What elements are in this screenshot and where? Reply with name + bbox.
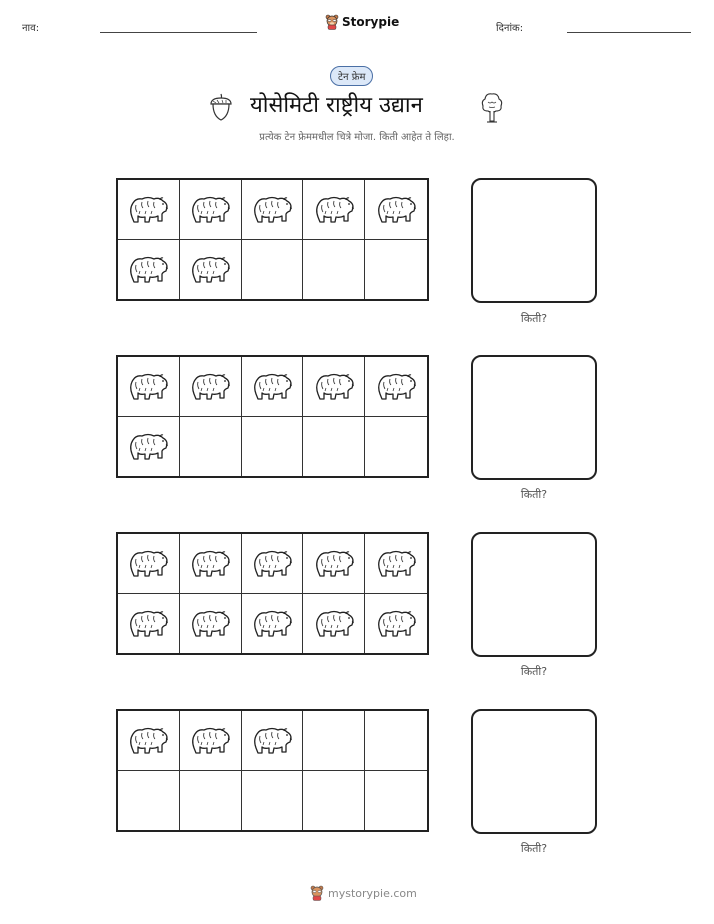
bear-icon — [126, 541, 170, 585]
frame-cell — [118, 594, 180, 654]
date-label: दिनांक: — [496, 23, 524, 34]
frame-cell — [118, 180, 180, 240]
ten-frame-1 — [116, 178, 429, 301]
frame-cell — [118, 711, 180, 771]
frame-cell — [303, 534, 365, 594]
bear-icon — [188, 601, 232, 645]
frame-cell — [118, 771, 180, 831]
bear-icon — [250, 187, 294, 231]
frame-cell — [242, 180, 304, 240]
answer-box-3[interactable] — [471, 532, 597, 657]
brand-name: Storypie — [342, 15, 400, 29]
frame-cell — [242, 534, 304, 594]
frame-cell — [303, 711, 365, 771]
frame-cell — [303, 357, 365, 417]
frame-cell — [365, 417, 427, 477]
bear-icon — [188, 541, 232, 585]
answer-box-4[interactable] — [471, 709, 597, 834]
frame-cell — [242, 711, 304, 771]
bear-icon — [126, 718, 170, 762]
bear-icon — [126, 364, 170, 408]
footer-site[interactable]: mystorypie.com — [328, 886, 417, 900]
how-many-label-4: किती? — [520, 842, 548, 855]
bear-icon — [188, 364, 232, 408]
frame-cell — [365, 771, 427, 831]
frame-cell — [303, 180, 365, 240]
bear-icon — [126, 601, 170, 645]
ten-frame-2 — [116, 355, 429, 478]
date-line[interactable] — [567, 32, 691, 33]
frame-cell — [365, 180, 427, 240]
bear-icon — [312, 187, 356, 231]
frame-cell — [180, 594, 242, 654]
frame-cell — [303, 771, 365, 831]
frame-cell — [303, 417, 365, 477]
frame-cell — [180, 240, 242, 300]
bear-icon — [250, 364, 294, 408]
frame-cell — [365, 534, 427, 594]
frame-cell — [303, 240, 365, 300]
how-many-label-2: किती? — [520, 488, 548, 501]
bear-mascot-icon — [310, 885, 324, 901]
bear-icon — [374, 187, 418, 231]
tree-icon — [480, 90, 504, 124]
frame-cell — [242, 771, 304, 831]
bear-icon — [312, 601, 356, 645]
bear-icon — [126, 187, 170, 231]
answer-box-2[interactable] — [471, 355, 597, 480]
frame-cell — [180, 771, 242, 831]
frame-cell — [118, 240, 180, 300]
acorn-icon — [208, 92, 234, 122]
name-label: नाव: — [22, 23, 40, 34]
bear-icon — [312, 541, 356, 585]
frame-cell — [118, 534, 180, 594]
bear-icon — [188, 718, 232, 762]
frame-cell — [242, 594, 304, 654]
ten-frame-4 — [116, 709, 429, 832]
page-title: योसेमिटी राष्ट्रीय उद्यान — [250, 93, 423, 118]
frame-cell — [118, 417, 180, 477]
frame-cell — [303, 594, 365, 654]
frame-cell — [365, 594, 427, 654]
instructions: प्रत्येक टेन फ्रेममधील चित्रे मोजा. किती आहेत ते लिहा. — [259, 132, 455, 143]
bear-icon — [126, 424, 170, 468]
bear-icon — [250, 718, 294, 762]
bear-icon — [312, 364, 356, 408]
frame-cell — [118, 357, 180, 417]
bear-icon — [250, 601, 294, 645]
frame-cell — [365, 240, 427, 300]
frame-cell — [180, 534, 242, 594]
frame-cell — [365, 711, 427, 771]
bear-icon — [250, 541, 294, 585]
bear-icon — [126, 247, 170, 291]
bear-icon — [188, 247, 232, 291]
answer-box-1[interactable] — [471, 178, 597, 303]
frame-cell — [242, 240, 304, 300]
bear-icon — [374, 601, 418, 645]
storypie-logo — [325, 14, 399, 30]
bear-icon — [374, 541, 418, 585]
frame-cell — [180, 180, 242, 240]
bear-icon — [374, 364, 418, 408]
bear-mascot-icon — [325, 14, 339, 30]
how-many-label-1: किती? — [520, 312, 548, 325]
frame-cell — [180, 357, 242, 417]
frame-cell — [242, 417, 304, 477]
ten-frame-3 — [116, 532, 429, 655]
how-many-label-3: किती? — [520, 665, 548, 678]
ten-frame-pill: टेन फ्रेम — [330, 66, 373, 86]
bear-icon — [188, 187, 232, 231]
name-line[interactable] — [100, 32, 257, 33]
footer — [310, 885, 417, 901]
frame-cell — [180, 711, 242, 771]
frame-cell — [242, 357, 304, 417]
frame-cell — [180, 417, 242, 477]
frame-cell — [365, 357, 427, 417]
